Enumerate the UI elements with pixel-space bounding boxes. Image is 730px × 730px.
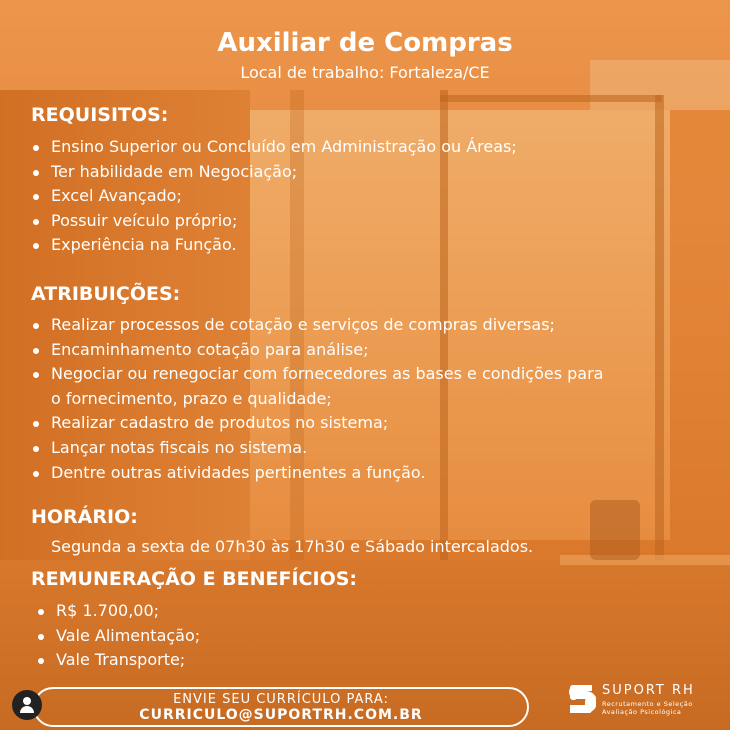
tagline-line: Avaliação Psicológica bbox=[602, 708, 682, 716]
user-avatar-icon[interactable] bbox=[12, 690, 42, 720]
compensation-heading: REMUNERAÇÃO E BENEFÍCIOS: bbox=[31, 568, 358, 590]
list-item: Possuir veículo próprio; bbox=[31, 209, 701, 234]
brand-name: SUPORT RH bbox=[602, 683, 695, 698]
list-item: Lançar notas fiscais no sistema. bbox=[31, 436, 701, 461]
job-location: Local de trabalho: Fortaleza/CE bbox=[240, 63, 490, 82]
company-logo bbox=[566, 681, 726, 721]
requirements-list bbox=[31, 135, 701, 258]
list-item: Realizar processos de cotação e serviços de compras diversas; bbox=[31, 313, 701, 338]
list-item bbox=[31, 362, 701, 411]
list-item: Realizar cadastro de produtos no sistema; bbox=[31, 411, 701, 436]
list-item: Excel Avançado; bbox=[31, 184, 701, 209]
list-item: Vale Alimentação; bbox=[36, 624, 706, 649]
schedule-text: Segunda a sexta de 07h30 às 17h30 e Sábado intercalados. bbox=[51, 537, 534, 556]
duties-list bbox=[31, 313, 701, 485]
list-item: R$ 1.700,00; bbox=[36, 599, 706, 624]
list-item: Dentre outras atividades pertinentes a função. bbox=[31, 461, 701, 486]
duties-heading: ATRIBUIÇÕES: bbox=[31, 283, 181, 305]
tagline-line: Recrutamento e Seleção bbox=[602, 700, 693, 708]
list-item: Experiência na Função. bbox=[31, 233, 701, 258]
list-item: Encaminhamento cotação para análise; bbox=[31, 338, 701, 363]
list-item: Vale Transporte; bbox=[36, 648, 706, 673]
cta-text: ENVIE SEU CURRÍCULO PARA: bbox=[173, 692, 389, 707]
send-resume-banner bbox=[33, 687, 529, 727]
list-item: Ensino Superior ou Concluído em Administração ou Áreas; bbox=[31, 135, 701, 160]
suport-s-icon bbox=[566, 681, 596, 717]
list-item-text: Negociar ou renegociar com fornecedores as bases e condições para bbox=[51, 364, 604, 384]
requirements-heading: REQUISITOS: bbox=[31, 104, 169, 126]
schedule-heading: HORÁRIO: bbox=[31, 506, 138, 528]
list-item-continuation: o fornecimento, prazo e qualidade; bbox=[51, 388, 332, 408]
brand-tagline bbox=[602, 700, 693, 716]
compensation-list bbox=[36, 599, 706, 673]
list-item: Ter habilidade em Negociação; bbox=[31, 160, 701, 185]
job-title: Auxiliar de Compras bbox=[217, 28, 513, 58]
contact-email[interactable]: CURRICULO@SUPORTRH.COM.BR bbox=[139, 707, 423, 723]
